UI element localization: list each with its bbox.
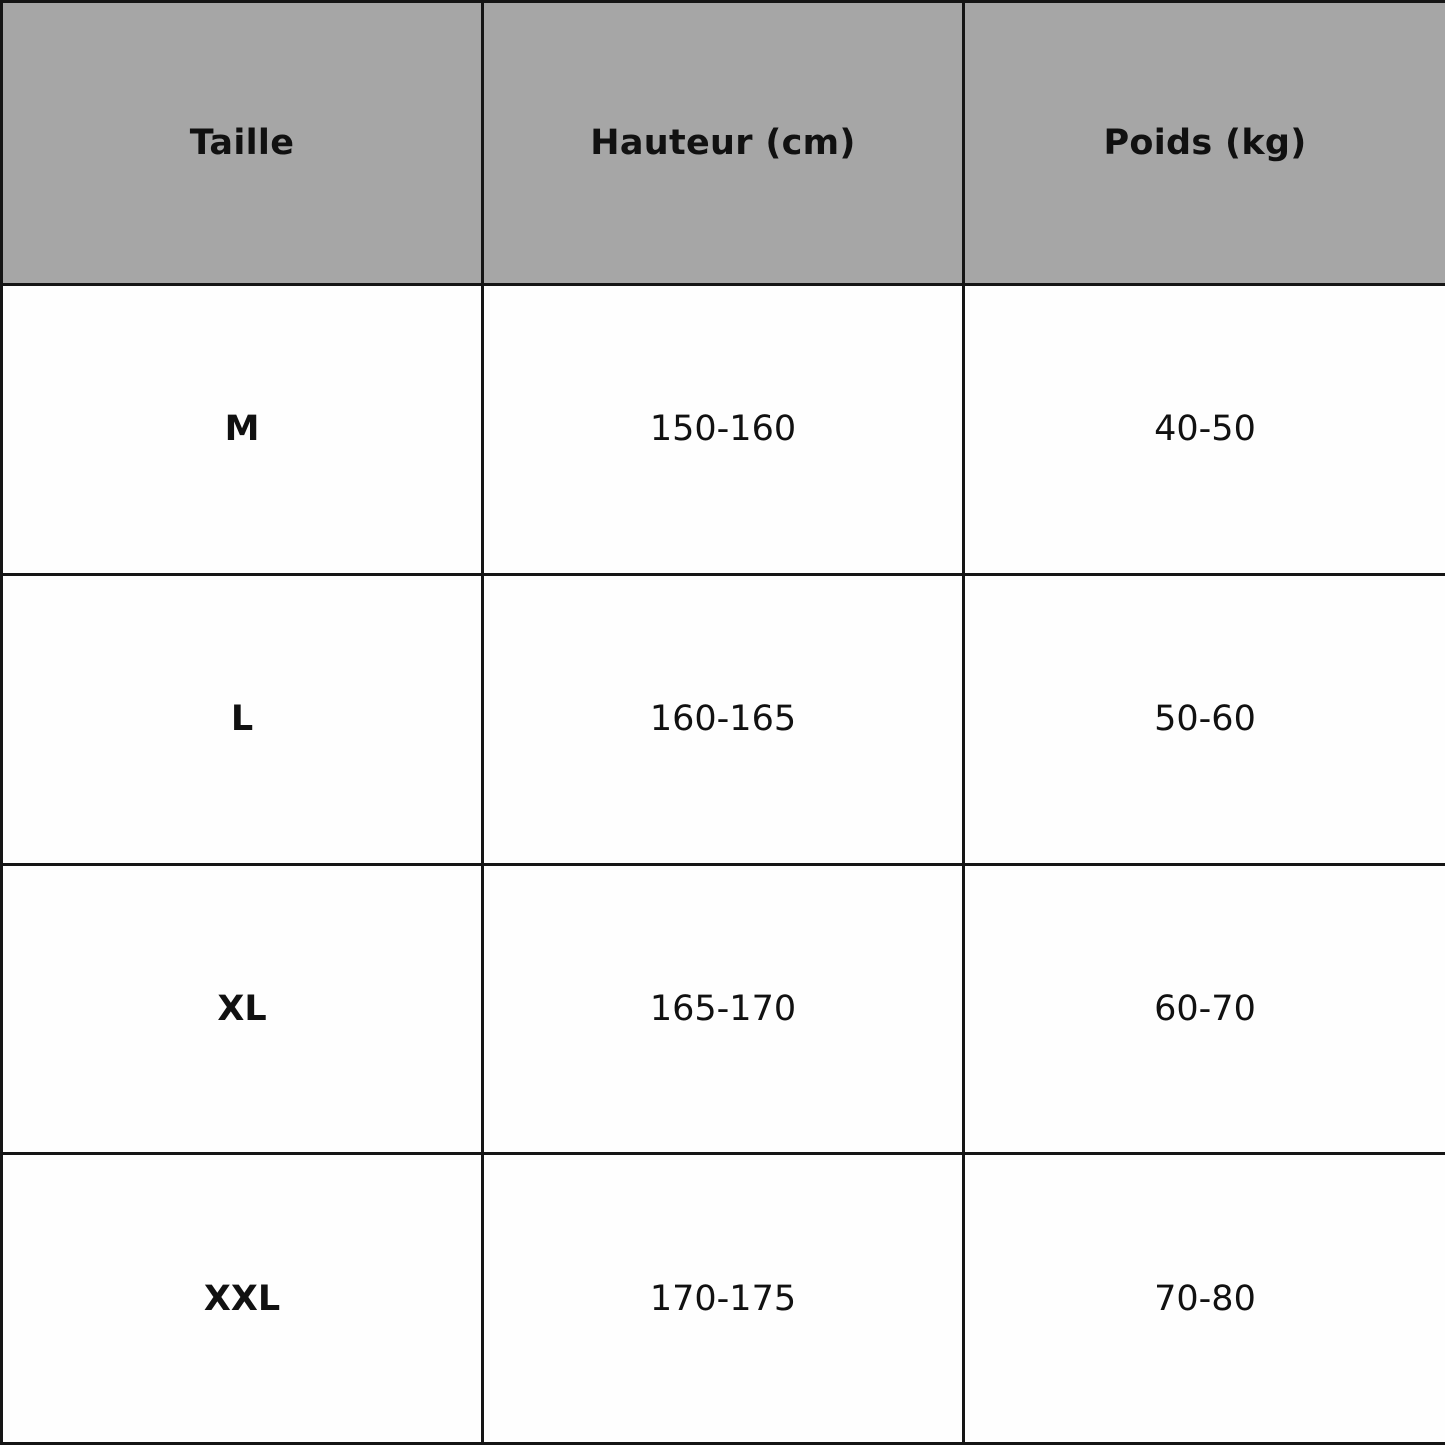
height-cell: 150-160 [483,285,964,575]
weight-cell: 50-60 [964,574,1445,864]
weight-cell: 60-70 [964,864,1445,1154]
table-row [2,864,1445,1154]
height-cell: 170-175 [483,1154,964,1444]
table-body [2,285,1445,1444]
table-row [2,285,1445,575]
header-poids: Poids (kg) [964,2,1445,285]
table-row [2,1154,1445,1444]
header-taille: Taille [2,2,483,285]
weight-cell: 40-50 [964,285,1445,575]
height-cell: 165-170 [483,864,964,1154]
size-cell: XL [2,864,483,1154]
weight-cell: 70-80 [964,1154,1445,1444]
table-header [2,2,1445,285]
size-cell: M [2,285,483,575]
header-row [2,2,1445,285]
size-cell: L [2,574,483,864]
height-cell: 160-165 [483,574,964,864]
size-cell: XXL [2,1154,483,1444]
header-hauteur: Hauteur (cm) [483,2,964,285]
table-row [2,574,1445,864]
